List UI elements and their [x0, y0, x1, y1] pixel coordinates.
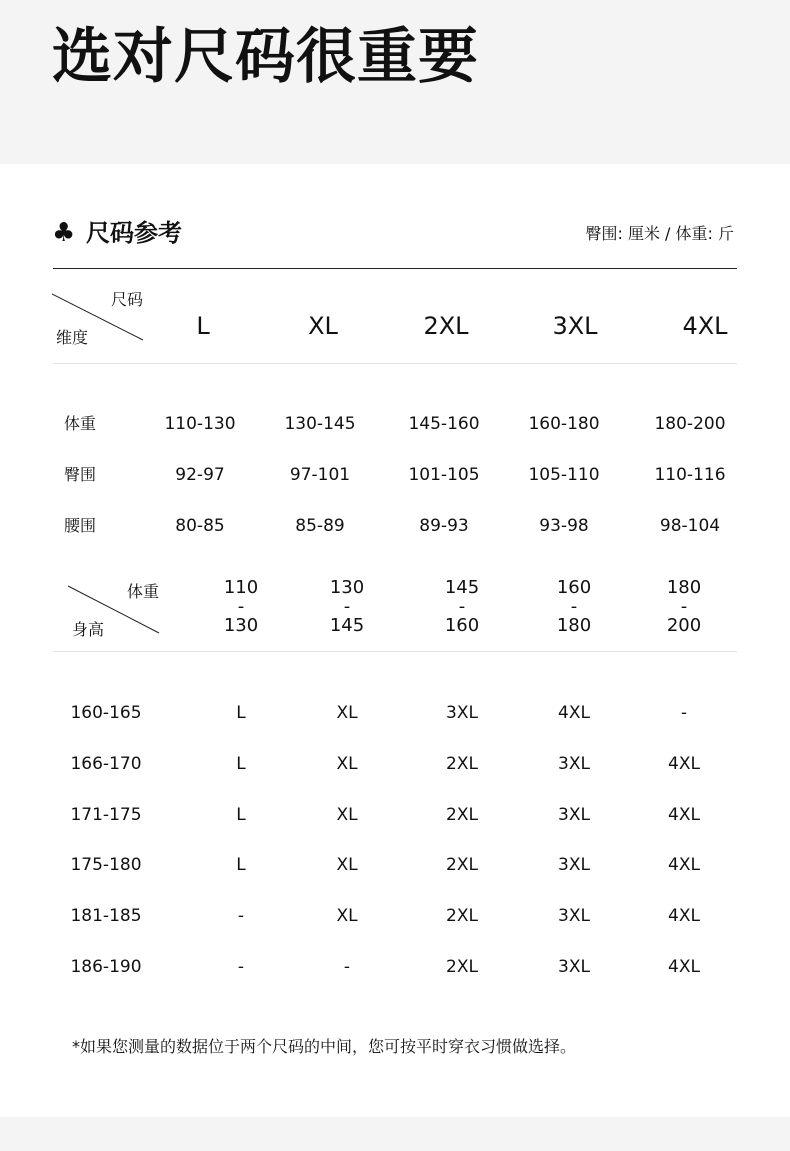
corner-label-height: 身高 [72, 620, 105, 639]
corner-label-size: 尺码 [111, 290, 144, 309]
weight-header-1: 110 - 130 [223, 577, 259, 636]
section-title: 尺码参考 [86, 219, 182, 247]
table-cell: 85-89 [295, 516, 345, 536]
size-row-weight [0, 409, 790, 439]
footer-band [0, 1117, 790, 1151]
fit-row [0, 698, 790, 728]
size-header-3xl: 3XL [552, 312, 598, 340]
table-cell: - [343, 957, 351, 977]
size-header-l: L [196, 312, 210, 340]
table-cell: - [237, 906, 245, 926]
height-label: 186-190 [70, 957, 142, 977]
height-label: 171-175 [70, 805, 142, 825]
table-cell: 4XL [668, 957, 700, 977]
unit-note: 臀围: 厘米 / 体重: 斤 [585, 224, 734, 243]
fit-row [0, 952, 790, 982]
table-cell: 4XL [558, 703, 590, 723]
table-cell: L [236, 805, 246, 825]
row-label: 腰围 [64, 516, 97, 535]
height-label: 160-165 [70, 703, 142, 723]
table-cell: 110-116 [654, 465, 726, 485]
table-cell: 2XL [446, 957, 478, 977]
table-cell: 3XL [446, 703, 478, 723]
weight-header-4: 160 - 180 [556, 577, 592, 636]
size-header-2xl: 2XL [423, 312, 469, 340]
table-cell: 4XL [668, 805, 700, 825]
fit-table-corner [66, 578, 162, 642]
table-cell: 4XL [668, 855, 700, 875]
fit-row [0, 749, 790, 779]
height-label: 181-185 [70, 906, 142, 926]
size-header-xl: XL [308, 312, 338, 340]
size-row-hip [0, 460, 790, 490]
table-cell: 110-130 [164, 414, 236, 434]
size-table-corner [52, 288, 144, 348]
table-cell: XL [336, 754, 358, 774]
table-cell: 105-110 [528, 465, 600, 485]
table-cell: 3XL [558, 957, 590, 977]
fit-row [0, 901, 790, 931]
table-cell: 130-145 [284, 414, 356, 434]
table-cell: 145-160 [408, 414, 480, 434]
table-cell: 98-104 [659, 516, 721, 536]
row-label: 体重 [64, 414, 97, 433]
table-cell: 3XL [558, 754, 590, 774]
table-cell: 3XL [558, 855, 590, 875]
table-cell: 2XL [446, 754, 478, 774]
section-divider [53, 268, 737, 269]
footnote: *如果您测量的数据位于两个尺码的中间，您可按平时穿衣习惯做选择。 [72, 1037, 577, 1056]
weight-header-2: 130 - 145 [329, 577, 365, 636]
fit-table-header-divider [53, 651, 737, 652]
table-cell: 2XL [446, 805, 478, 825]
table-cell: 4XL [668, 906, 700, 926]
table-cell: - [680, 703, 688, 723]
weight-header-5: 180 - 200 [666, 577, 702, 636]
table-cell: 160-180 [528, 414, 600, 434]
table-cell: 89-93 [419, 516, 469, 536]
table-cell: XL [336, 855, 358, 875]
page-title: 选对尺码很重要 [52, 22, 479, 92]
table-cell: 4XL [668, 754, 700, 774]
height-label: 166-170 [70, 754, 142, 774]
table-cell: 3XL [558, 906, 590, 926]
table-cell: - [237, 957, 245, 977]
corner-label-dimension: 维度 [56, 328, 89, 347]
table-cell: XL [336, 805, 358, 825]
table-cell: 180-200 [654, 414, 726, 434]
corner-label-weight: 体重 [127, 582, 160, 601]
table-cell: 93-98 [539, 516, 589, 536]
table-cell: XL [336, 906, 358, 926]
size-table-header-divider [53, 363, 737, 364]
weight-header-3: 145 - 160 [444, 577, 480, 636]
size-row-waist [0, 511, 790, 541]
size-header-4xl: 4XL [682, 312, 728, 340]
height-label: 175-180 [70, 855, 142, 875]
section-header [52, 214, 736, 254]
table-cell: L [236, 855, 246, 875]
fit-row [0, 850, 790, 880]
table-cell: L [236, 703, 246, 723]
table-cell: 101-105 [408, 465, 480, 485]
table-cell: 97-101 [289, 465, 351, 485]
table-cell: 2XL [446, 855, 478, 875]
table-cell: 3XL [558, 805, 590, 825]
table-cell: 80-85 [175, 516, 225, 536]
club-suit-icon: ♣ [52, 218, 76, 248]
fit-row [0, 800, 790, 830]
table-cell: XL [336, 703, 358, 723]
row-label: 臀围 [64, 465, 97, 484]
table-cell: L [236, 754, 246, 774]
table-cell: 92-97 [175, 465, 225, 485]
table-cell: 2XL [446, 906, 478, 926]
